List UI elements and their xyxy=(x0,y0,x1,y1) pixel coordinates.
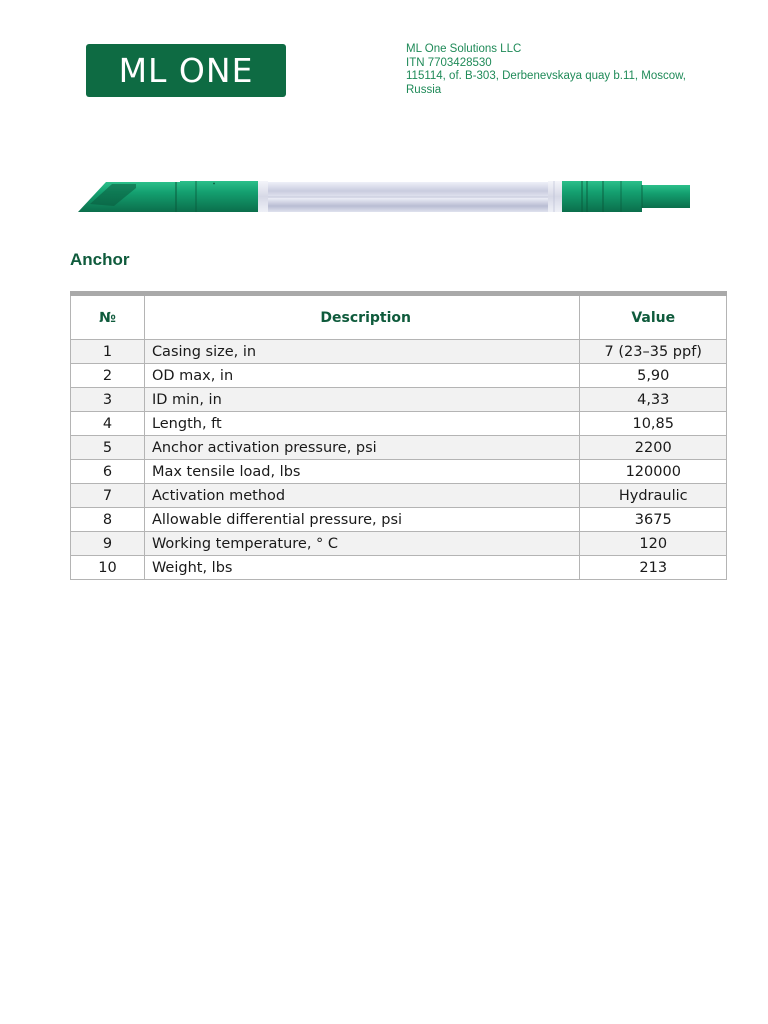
table-row xyxy=(71,436,727,460)
company-country: Russia xyxy=(406,83,442,96)
table-row xyxy=(71,412,727,436)
table-row xyxy=(71,460,727,484)
row-description: ID min, in xyxy=(144,388,580,412)
column-header-description: Description xyxy=(144,294,580,340)
row-number: 6 xyxy=(71,460,145,484)
company-logo xyxy=(86,44,286,97)
row-number: 9 xyxy=(71,532,145,556)
row-value: 7 (23–35 ppf) xyxy=(580,340,727,364)
row-number: 7 xyxy=(71,484,145,508)
row-value: Hydraulic xyxy=(580,484,727,508)
row-number: 8 xyxy=(71,508,145,532)
row-value: 3675 xyxy=(580,508,727,532)
row-value: 10,85 xyxy=(580,412,727,436)
row-value: 2200 xyxy=(580,436,727,460)
row-number: 5 xyxy=(71,436,145,460)
row-description: Activation method xyxy=(144,484,580,508)
row-value: 5,90 xyxy=(580,364,727,388)
row-description: Working temperature, ° C xyxy=(144,532,580,556)
row-description: Length, ft xyxy=(144,412,580,436)
spec-table xyxy=(70,291,727,580)
row-description: Casing size, in xyxy=(144,340,580,364)
row-value: 120000 xyxy=(580,460,727,484)
row-description: Weight, lbs xyxy=(144,556,580,580)
row-description: Allowable differential pressure, psi xyxy=(144,508,580,532)
table-row xyxy=(71,508,727,532)
anchor-tool-image xyxy=(76,176,692,218)
column-header-value: Value xyxy=(580,294,727,340)
row-description: OD max, in xyxy=(144,364,580,388)
row-number: 3 xyxy=(71,388,145,412)
company-itn: ITN 7703428530 xyxy=(406,56,492,69)
column-header-number: № xyxy=(71,294,145,340)
row-number: 4 xyxy=(71,412,145,436)
company-address: 115114, of. B-303, Derbenevskaya quay b.11, Moscow, xyxy=(406,70,687,82)
row-value: 4,33 xyxy=(580,388,727,412)
table-header-row xyxy=(71,294,727,340)
table-row xyxy=(71,484,727,508)
row-value: 213 xyxy=(580,556,727,580)
table-row xyxy=(71,340,727,364)
company-name: ML One Solutions LLC xyxy=(406,43,522,55)
company-info xyxy=(406,43,706,97)
table-row xyxy=(71,364,727,388)
row-number: 2 xyxy=(71,364,145,388)
row-number: 1 xyxy=(71,340,145,364)
table-row xyxy=(71,388,727,412)
table-row xyxy=(71,556,727,580)
product-title: Anchor xyxy=(70,250,130,269)
row-value: 120 xyxy=(580,532,727,556)
row-description: Anchor activation pressure, psi xyxy=(144,436,580,460)
row-description: Max tensile load, lbs xyxy=(144,460,580,484)
logo-text: ML ONE xyxy=(118,51,254,90)
row-number: 10 xyxy=(71,556,145,580)
table-row xyxy=(71,532,727,556)
